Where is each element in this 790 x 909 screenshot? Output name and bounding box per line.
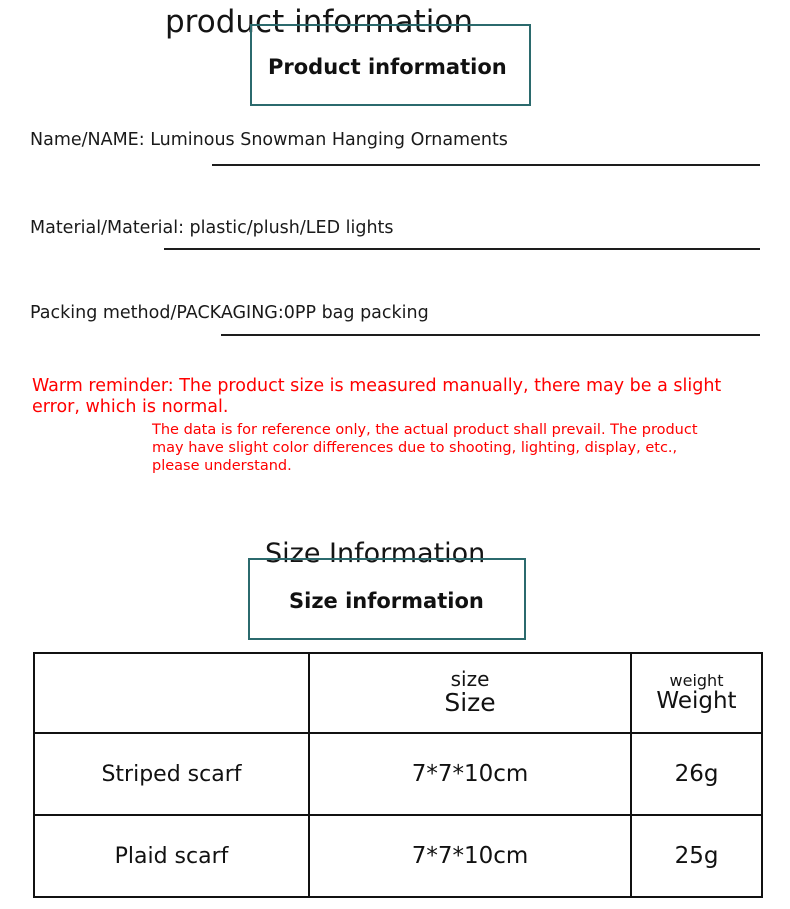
table-cell-weight [631, 733, 762, 815]
table-header-size-large: Size [444, 688, 496, 718]
table-cell-name [34, 733, 309, 815]
table-cell-size-text: 7*7*10cm [411, 761, 529, 787]
table-cell-name-text: Plaid scarf [114, 843, 229, 869]
table-cell-weight-text: 26g [674, 761, 719, 787]
product-information-box-label: Product information [268, 55, 507, 79]
info-row-packing-text: Packing method/PACKAGING:0PP bag packing [30, 303, 429, 323]
info-row-material-text: Material/Material: plastic/plush/LED lights [30, 218, 394, 238]
info-row-material-rule [164, 248, 760, 250]
table-header-name-cell [34, 653, 309, 733]
table-row [34, 815, 762, 897]
table-cell-size [309, 733, 631, 815]
info-row-packing-rule [221, 334, 760, 336]
size-information-overlay-title: Size Information [265, 538, 486, 569]
table-cell-name-text: Striped scarf [101, 761, 242, 787]
warning-sub-text: The data is for reference only, the actual product shall prevail. The product may have slight color differences due to shooting, lighting, display, etc., please understand. [152, 422, 698, 474]
table-header-weight-small: weight [669, 670, 724, 690]
table-header-size-cell [309, 653, 631, 733]
table-row [34, 733, 762, 815]
table-header-weight-large: Weight [656, 688, 737, 715]
table-cell-size-text: 7*7*10cm [411, 843, 529, 869]
table-cell-weight [631, 815, 762, 897]
warning-main-text: Warm reminder: The product size is measured manually, there may be a slight error, which is normal. [32, 376, 722, 417]
table-cell-weight-text: 25g [674, 843, 719, 869]
product-information-overlay-title: product information [165, 4, 474, 40]
size-information-box-label: Size information [289, 589, 484, 613]
table-header-weight-cell [631, 653, 762, 733]
info-row-name-rule [212, 164, 760, 166]
table-header-size-small: size [450, 667, 490, 692]
size-table [33, 652, 763, 898]
table-cell-size [309, 815, 631, 897]
table-cell-name [34, 815, 309, 897]
info-row-name-text: Name/NAME: Luminous Snowman Hanging Ornaments [30, 130, 508, 150]
table-header-row [34, 653, 762, 733]
